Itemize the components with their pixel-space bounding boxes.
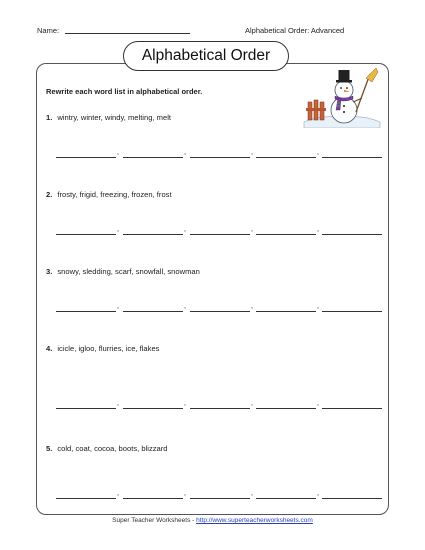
comma: , — [251, 490, 253, 497]
question-words: frosty, frigid, freezing, frozen, frost — [57, 190, 172, 199]
comma: , — [251, 149, 253, 156]
answer-blank[interactable] — [322, 147, 382, 158]
question-number: 1. — [46, 113, 53, 122]
question-number: 4. — [46, 344, 53, 353]
question-number: 5. — [46, 444, 53, 453]
comma: , — [117, 490, 119, 497]
footer-url-link[interactable]: http://www.superteacherworksheets.com — [196, 517, 313, 524]
comma: , — [184, 400, 186, 407]
answer-blank[interactable] — [256, 488, 316, 499]
answer-blank[interactable] — [56, 301, 116, 312]
footer — [0, 517, 425, 524]
question-words: wintry, winter, windy, melting, melt — [57, 113, 172, 122]
question-number: 2. — [46, 190, 53, 199]
comma: , — [117, 303, 119, 310]
answer-row — [56, 301, 382, 313]
answer-row — [56, 147, 382, 159]
answer-row — [56, 488, 382, 500]
answer-blank[interactable] — [256, 147, 316, 158]
answer-blank[interactable] — [56, 488, 116, 499]
answer-blank[interactable] — [123, 147, 183, 158]
comma: , — [317, 400, 319, 407]
comma: , — [317, 149, 319, 156]
question-item — [46, 190, 172, 199]
name-blank-line[interactable] — [65, 33, 190, 34]
comma: , — [251, 400, 253, 407]
answer-blank[interactable] — [190, 147, 250, 158]
comma: , — [317, 303, 319, 310]
question-item — [46, 267, 200, 276]
answer-blank[interactable] — [256, 398, 316, 409]
comma: , — [184, 490, 186, 497]
comma: , — [317, 490, 319, 497]
question-words: snowy, sledding, scarf, snowfall, snowman — [57, 267, 200, 276]
answer-blank[interactable] — [256, 301, 316, 312]
name-label: Name: — [37, 26, 60, 35]
answer-blank[interactable] — [123, 488, 183, 499]
answer-blank[interactable] — [123, 301, 183, 312]
answer-blank[interactable] — [123, 224, 183, 235]
comma: , — [117, 149, 119, 156]
comma: , — [251, 303, 253, 310]
question-item — [46, 113, 171, 122]
answer-blank[interactable] — [256, 224, 316, 235]
question-item — [46, 444, 168, 453]
answer-blank[interactable] — [190, 488, 250, 499]
question-words: cold, coat, cocoa, boots, blizzard — [57, 444, 168, 453]
comma: , — [117, 400, 119, 407]
answer-blank[interactable] — [190, 301, 250, 312]
name-field — [37, 26, 190, 35]
answer-blank[interactable] — [56, 147, 116, 158]
answer-blank[interactable] — [322, 398, 382, 409]
answer-blank[interactable] — [190, 398, 250, 409]
comma: , — [184, 303, 186, 310]
answer-blank[interactable] — [190, 224, 250, 235]
question-number: 3. — [46, 267, 53, 276]
instructions-text: Rewrite each word list in alphabetical order. — [46, 87, 203, 96]
comma: , — [317, 226, 319, 233]
question-item — [46, 344, 159, 353]
answer-blank[interactable] — [322, 224, 382, 235]
comma: , — [251, 226, 253, 233]
worksheet-label: Alphabetical Order: Advanced — [245, 26, 345, 35]
answer-blank[interactable] — [56, 224, 116, 235]
question-words: icicle, igloo, flurries, ice, flakes — [57, 344, 160, 353]
worksheet-title: Alphabetical Order — [123, 41, 289, 71]
answer-blank[interactable] — [322, 301, 382, 312]
footer-site-name: Super Teacher Worksheets — [112, 517, 191, 524]
comma: , — [184, 149, 186, 156]
comma: , — [184, 226, 186, 233]
answer-row — [56, 398, 382, 410]
comma: , — [117, 226, 119, 233]
snowman-illustration — [302, 62, 382, 128]
answer-blank[interactable] — [322, 488, 382, 499]
answer-blank[interactable] — [56, 398, 116, 409]
answer-blank[interactable] — [123, 398, 183, 409]
answer-row — [56, 224, 382, 236]
footer-separator: - — [190, 517, 197, 524]
